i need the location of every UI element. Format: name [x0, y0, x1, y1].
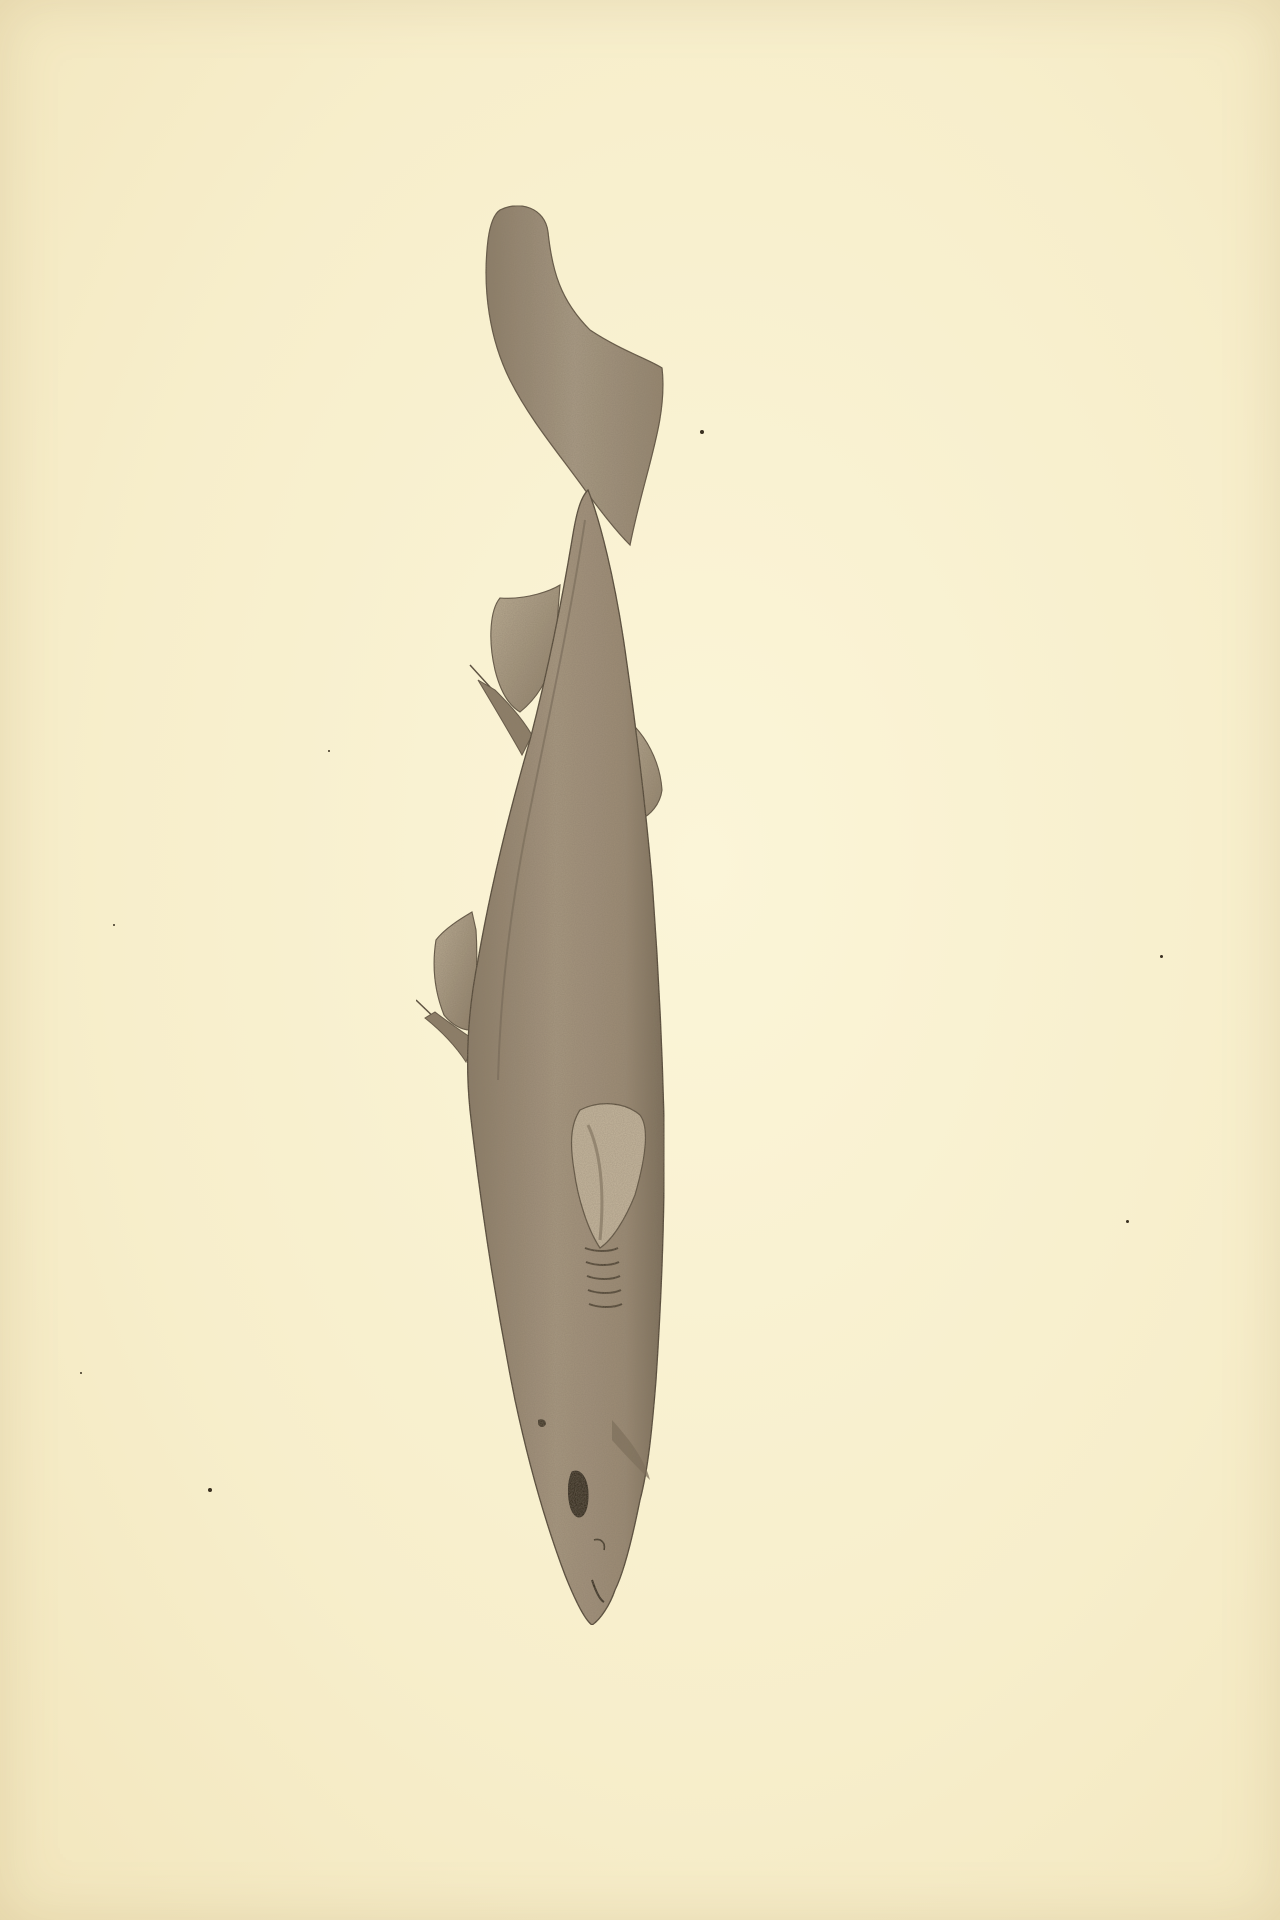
- paper-speck: [80, 1372, 82, 1374]
- paper-speck: [208, 1488, 212, 1492]
- paper-speck: [700, 430, 704, 434]
- paper-speck: [113, 924, 115, 926]
- paper-speck: [1160, 955, 1163, 958]
- paper-speck: [328, 750, 330, 752]
- caudal-fin: [486, 206, 663, 545]
- paper-speck: [1126, 1220, 1129, 1223]
